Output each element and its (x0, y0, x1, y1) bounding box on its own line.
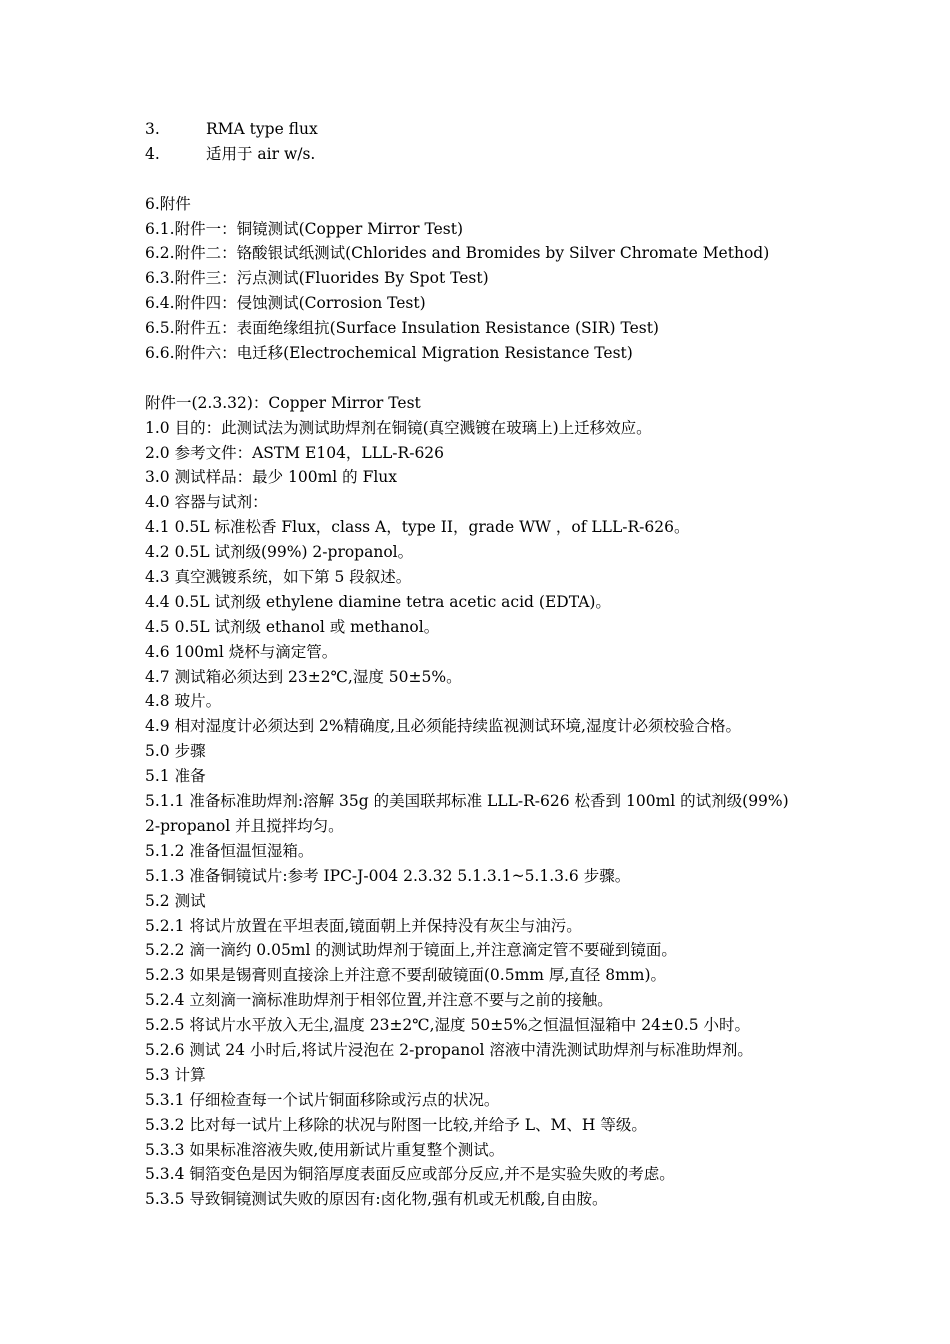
list-number: 4. (145, 144, 160, 163)
document-line: 5.1 准备 (145, 767, 206, 786)
document-line: 2-propanol 并且搅拌均匀。 (145, 816, 344, 835)
document-line: 5.3.4 铜箔变色是因为铜箔厚度表面反应或部分反应,并不是实验失败的考虑。 (145, 1165, 675, 1184)
attachment-list (145, 217, 835, 366)
attachment-item: 6.6.附件六：电迁移(Electrochemical Migration Resistance Test) (145, 344, 633, 363)
document-line: 4.9 相对湿度计必须达到 2%精确度,且必须能持续监视测试环境,湿度计必须校验合格。 (145, 717, 741, 736)
document-line: 5.2.6 测试 24 小时后,将试片浸泡在 2-propanol 溶液中清洗测试助焊剂与标准助焊剂。 (145, 1040, 753, 1059)
document-line: 5.2.5 将试片水平放入无尘,温度 23±2℃,湿度 50±5%之恒温恒湿箱中 24±0.5 小时。 (145, 1016, 751, 1035)
document-line: 5.3.2 比对每一试片上移除的状况与附图一比较,并给予 L、M、H 等级。 (145, 1115, 647, 1134)
document-line: 4.3 真空溅镀系统，如下第 5 段叙述。 (145, 568, 412, 587)
document-line: 4.2 0.5L 试剂级(99%) 2-propanol。 (145, 543, 414, 562)
document-line: 5.3.1 仔细检查每一个试片铜面移除或污点的状况。 (145, 1090, 500, 1109)
document-line: 5.2.4 立刻滴一滴标准助焊剂于相邻位置,并注意不要与之前的接触。 (145, 991, 613, 1010)
attachment-item: 6.1.附件一：铜镜测试(Copper Mirror Test) (145, 219, 464, 238)
document-line: 5.3 计算 (145, 1065, 206, 1084)
attachment-item: 6.2.附件二：铬酸银试纸测试(Chlorides and Bromides by Silver Chromate Method) (145, 244, 770, 263)
list-text: 适用于 air w/s. (206, 144, 316, 163)
document-line: 5.2.1 将试片放置在平坦表面,镜面朝上并保持没有灰尘与油污。 (145, 916, 582, 935)
spacer (145, 366, 835, 391)
section-heading: 6.附件 (145, 194, 191, 213)
document-line: 5.3.5 导致铜镜测试失败的原因有:卤化物,强有机或无机酸,自由胺。 (145, 1190, 608, 1209)
attachment-item: 6.4.附件四：侵蚀测试(Corrosion Test) (145, 294, 426, 313)
attachment-item: 6.5.附件五：表面绝缘组抗(Surface Insulation Resistance (SIR) Test) (145, 319, 659, 338)
document-line: 1.0 目的：此测试法为测试助焊剂在铜镜(真空溅镀在玻璃上)上迁移效应。 (145, 418, 652, 437)
document-line: 2.0 参考文件：ASTM E104，LLL-R-626 (145, 443, 445, 462)
document-line: 5.0 步骤 (145, 742, 206, 761)
document-line: 4.1 0.5L 标准松香 Flux，class A，type II，grade WW ，of LLL-R-626。 (145, 518, 690, 537)
document-line: 4.5 0.5L 试剂级 ethanol 或 methanol。 (145, 617, 440, 636)
document-line: 5.2 测试 (145, 891, 206, 910)
document-line: 3.0 测试样品：最少 100ml 的 Flux (145, 468, 398, 487)
list-item (145, 117, 835, 142)
document-line: 4.6 100ml 烧杯与滴定管。 (145, 642, 338, 661)
document-body (145, 117, 835, 1212)
document-line: 5.2.2 滴一滴约 0.05ml 的测试助焊剂于镜面上,并注意滴定管不要碰到镜面。 (145, 941, 677, 960)
document-line: 5.1.1 准备标准助焊剂:溶解 35g 的美国联邦标准 LLL-R-626 松香到 100ml 的试剂级(99%) (145, 792, 789, 811)
document-line: 4.8 玻片。 (145, 692, 222, 711)
appendix-body (145, 416, 835, 1213)
document-line: 4.0 容器与试剂： (145, 493, 268, 512)
document-line: 5.1.2 准备恒温恒湿箱。 (145, 841, 314, 860)
document-line: 5.1.3 准备铜镜试片:参考 IPC-J-004 2.3.32 5.1.3.1~5.1.3.6 步骤。 (145, 866, 631, 885)
appendix-heading: 附件一(2.3.32)：Copper Mirror Test (145, 393, 421, 412)
document-line: 5.2.3 如果是锡膏则直接涂上并注意不要刮破镜面(0.5mm 厚,直径 8mm)。 (145, 966, 667, 985)
attachment-item: 6.3.附件三：污点测试(Fluorides By Spot Test) (145, 269, 489, 288)
document-line: 4.7 测试箱必须达到 23±2℃,湿度 50±5%。 (145, 667, 462, 686)
document-line: 5.3.3 如果标准溶液失败,使用新试片重复整个测试。 (145, 1140, 505, 1159)
spacer (145, 167, 835, 192)
list-text: RMA type flux (206, 120, 318, 138)
document-line: 4.4 0.5L 试剂级 ethylene diamine tetra acetic acid (EDTA)。 (145, 592, 611, 611)
list-number: 3. (145, 120, 160, 138)
list-item (145, 142, 835, 167)
